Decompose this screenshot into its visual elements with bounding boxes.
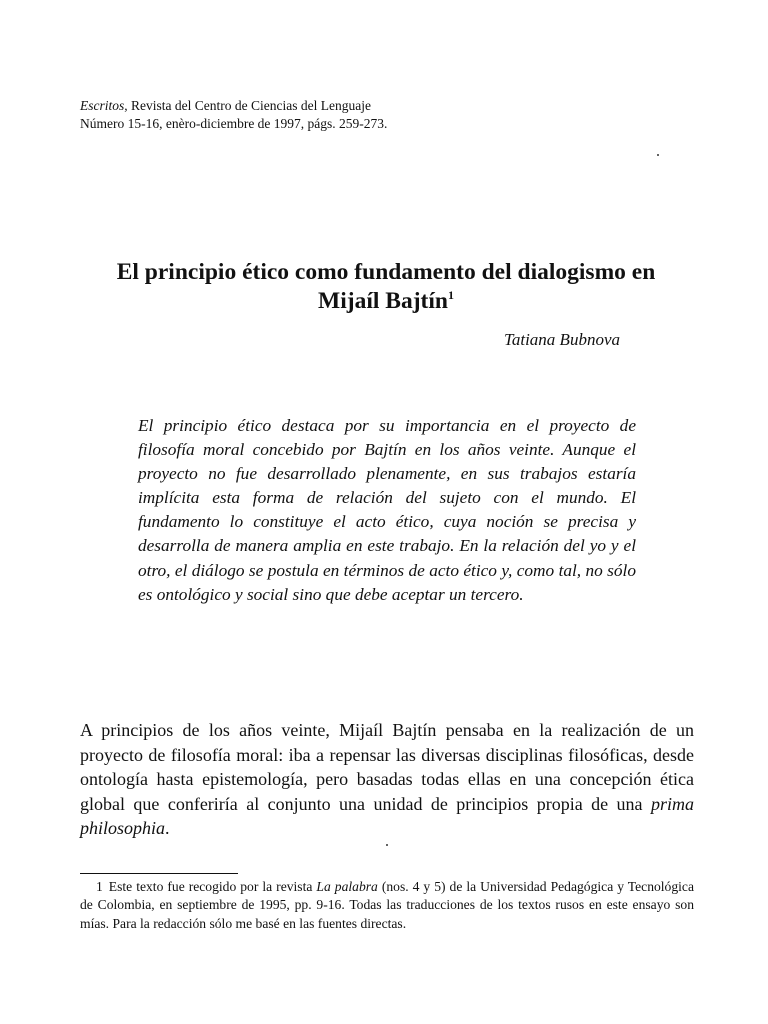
footnote-divider bbox=[80, 873, 238, 874]
footnote-number: 1 bbox=[96, 879, 103, 894]
journal-name: Escritos bbox=[80, 98, 125, 113]
abstract: El principio ético destaca por su importancia en el proyecto de filosofía moral concebido por Bajtín en los años veinte. Aunque el proyecto no fue desarrollado plenamente, en sus trabajos estaría implícita esta forma de relación del sujeto con el mundo. El fundamento lo constituye el acto ético, cuya noción se precisa y desarrolla de manera amplia en este trabajo. En la relación del yo y el otro, el diálogo se postula en términos de acto ético y, como tal, no sólo es ontológico y social sino que debe aceptar un tercero. bbox=[138, 416, 636, 604]
article-title bbox=[100, 258, 672, 316]
body-paragraph-text: A principios de los años veinte, Mijaíl Bajtín pensaba en la realización de un proyecto de filosofía moral: iba a repensar las diversas disciplinas filosóficas, desde ontología hasta epistemología, pero basadas todas ellas en una concepción ética global que conferiría al conjunto una unidad de principios propia de una bbox=[80, 720, 694, 814]
author-name: Tatiana Bubnova bbox=[503, 330, 620, 349]
footnote bbox=[80, 878, 694, 933]
footnote-marker: 1 bbox=[447, 288, 454, 303]
article-title-text: El principio ético como fundamento del dialogismo en Mijaíl Bajtín bbox=[116, 259, 656, 314]
body-paragraph bbox=[80, 718, 694, 841]
footnote-text-before: Este texto fue recogido por la revista bbox=[108, 879, 313, 894]
issue-info: Número 15-16, enèro-diciembre de 1997, págs. 259-273. bbox=[80, 116, 388, 131]
body-paragraph-end: . bbox=[165, 818, 170, 838]
journal-line-1 bbox=[80, 97, 560, 115]
journal-subtitle: , Revista del Centro de Ciencias del Lenguaje bbox=[124, 98, 371, 113]
journal-header bbox=[80, 97, 560, 133]
footnote-text-after: (nos. 4 y 5) de la Universidad Pedagógica y Tecnológica de Colombia, en septiembre de 1995, pp. 9-16. Todas las traducciones de los textos rusos en este ensayo son mías. Para la redacción sólo me basé en las fuentes directas. bbox=[80, 879, 694, 931]
latin-term: prima philosophia bbox=[80, 793, 695, 838]
magazine-title: La palabra bbox=[316, 879, 378, 894]
scan-speck bbox=[386, 844, 388, 846]
scan-speck bbox=[657, 154, 659, 156]
